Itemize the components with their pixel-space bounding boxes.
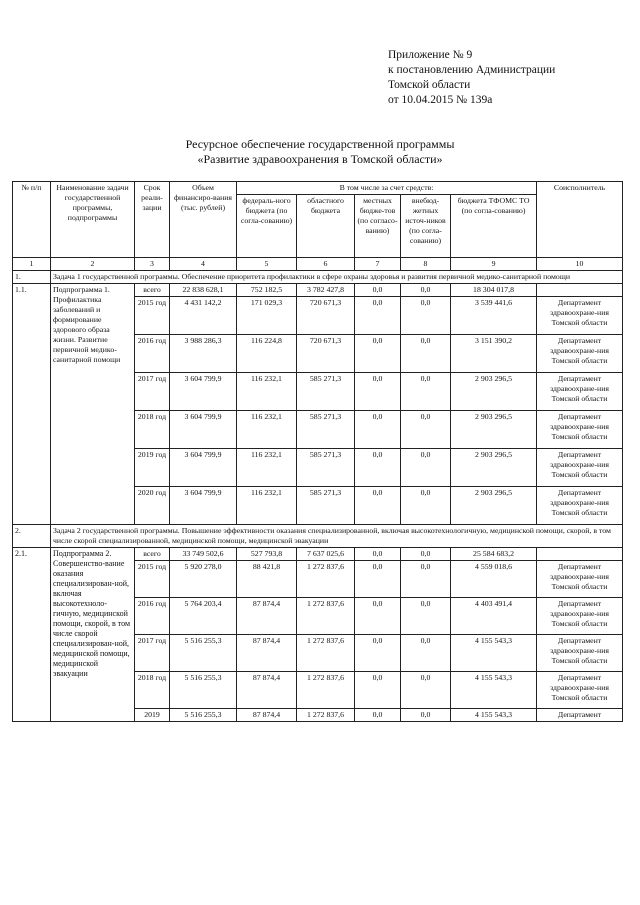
cell-term: всего <box>135 548 170 561</box>
cell-tfoms: 4 559 018,6 <box>451 561 537 598</box>
cell-local: 0,0 <box>355 672 401 709</box>
cell-federal: 87 874,4 <box>237 709 297 722</box>
cell-tfoms: 2 903 296,5 <box>451 449 537 487</box>
cell-local: 0,0 <box>355 709 401 722</box>
cell-tfoms: 4 155 543,3 <box>451 672 537 709</box>
cell-regional: 1 272 837,6 <box>297 709 355 722</box>
table-header-row <box>13 182 623 195</box>
cell-regional: 1 272 837,6 <box>297 672 355 709</box>
cell-volume: 5 516 255,3 <box>170 709 237 722</box>
cell-term: 2017 год <box>135 373 170 411</box>
cell-federal: 116 232,1 <box>237 487 297 525</box>
subprogram-num: 1.1. <box>13 284 51 525</box>
header-volume: Объем финансиро-вания (тыс. рублей) <box>170 182 237 258</box>
cell-local: 0,0 <box>355 373 401 411</box>
task-num: 2. <box>13 525 51 548</box>
cell-regional: 585 271,3 <box>297 449 355 487</box>
cell-volume: 3 604 799,9 <box>170 373 237 411</box>
cell-federal: 88 421,8 <box>237 561 297 598</box>
cell-volume: 3 988 286,3 <box>170 335 237 373</box>
cell-extra: 0,0 <box>401 335 451 373</box>
cell-term: 2015 год <box>135 297 170 335</box>
header-tfoms: бюджета ТФОМС ТО (по согла-сованию) <box>451 195 537 258</box>
cell-volume: 5 516 255,3 <box>170 635 237 672</box>
title-line: Ресурсное обеспечение государственной программы <box>185 137 455 151</box>
cell-regional: 720 671,3 <box>297 297 355 335</box>
cell-executor: Департамент здравоохране-ния Томской области <box>537 449 623 487</box>
header-executor: Соисполнитель <box>537 182 623 258</box>
task-row <box>13 525 623 548</box>
subprogram-num: 2.1. <box>13 548 51 722</box>
cell-term: 2018 год <box>135 411 170 449</box>
cell-executor: Департамент <box>537 709 623 722</box>
cell-federal: 752 182,5 <box>237 284 297 297</box>
cell-term: 2020 год <box>135 487 170 525</box>
cell-tfoms: 18 304 017,8 <box>451 284 537 297</box>
cell-regional: 7 637 025,6 <box>297 548 355 561</box>
cell-executor: Департамент здравоохране-ния Томской области <box>537 373 623 411</box>
cell-extra: 0,0 <box>401 709 451 722</box>
cell-volume: 5 920 278,0 <box>170 561 237 598</box>
cell-federal: 116 232,1 <box>237 373 297 411</box>
cell-tfoms: 2 903 296,5 <box>451 411 537 449</box>
task-num: 1. <box>13 271 51 284</box>
col-number: 7 <box>355 258 401 271</box>
header-name: Наименование задачи государственной программы, подпрограммы <box>51 182 135 258</box>
cell-volume: 5 516 255,3 <box>170 672 237 709</box>
cell-tfoms: 3 151 390,2 <box>451 335 537 373</box>
cell-local: 0,0 <box>355 297 401 335</box>
table-row <box>13 284 623 297</box>
cell-regional: 3 782 427,8 <box>297 284 355 297</box>
cell-local: 0,0 <box>355 487 401 525</box>
header-federal: федераль-ного бюджета (по согла-сованию) <box>237 195 297 258</box>
cell-term: всего <box>135 284 170 297</box>
cell-local: 0,0 <box>355 449 401 487</box>
cell-extra: 0,0 <box>401 548 451 561</box>
cell-federal: 116 232,1 <box>237 411 297 449</box>
cell-term: 2016 год <box>135 335 170 373</box>
cell-executor: Департамент здравоохране-ния Томской области <box>537 335 623 373</box>
cell-tfoms: 4 403 491,4 <box>451 598 537 635</box>
cell-executor: Департамент здравоохране-ния Томской области <box>537 487 623 525</box>
table-row <box>13 548 623 561</box>
cell-regional: 720 671,3 <box>297 335 355 373</box>
cell-regional: 1 272 837,6 <box>297 561 355 598</box>
header-extra: внебюд-жетных источ-ников (по согла-сованию) <box>401 195 451 258</box>
cell-executor: Департамент здравоохране-ния Томской области <box>537 635 623 672</box>
header-local: местных бюдже-тов (по согласо-ванию) <box>355 195 401 258</box>
cell-regional: 1 272 837,6 <box>297 598 355 635</box>
cell-extra: 0,0 <box>401 598 451 635</box>
col-number: 8 <box>401 258 451 271</box>
cell-executor: Департамент здравоохране-ния Томской области <box>537 672 623 709</box>
cell-volume: 22 838 628,1 <box>170 284 237 297</box>
cell-executor <box>537 548 623 561</box>
cell-extra: 0,0 <box>401 635 451 672</box>
cell-term: 2017 год <box>135 635 170 672</box>
column-number-row <box>13 258 623 271</box>
cell-volume: 33 749 502,6 <box>170 548 237 561</box>
cell-federal: 87 874,4 <box>237 598 297 635</box>
cell-extra: 0,0 <box>401 373 451 411</box>
cell-executor: Департамент здравоохране-ния Томской области <box>537 297 623 335</box>
col-number: 3 <box>135 258 170 271</box>
cell-federal: 116 224,8 <box>237 335 297 373</box>
cell-term: 2015 год <box>135 561 170 598</box>
col-number: 10 <box>537 258 623 271</box>
task-text: Задача 1 государственной программы. Обеспечение приоритета профилактики в сфере охраны здоровья и развития первичной медико-санитарной помощи <box>51 271 623 284</box>
cell-local: 0,0 <box>355 284 401 297</box>
cell-federal: 87 874,4 <box>237 672 297 709</box>
document-title <box>0 137 640 167</box>
cell-federal: 171 029,3 <box>237 297 297 335</box>
cell-local: 0,0 <box>355 335 401 373</box>
cell-tfoms: 4 155 543,3 <box>451 709 537 722</box>
col-number: 6 <box>297 258 355 271</box>
cell-extra: 0,0 <box>401 284 451 297</box>
header-incl: В том числе за счет средств: <box>237 182 537 195</box>
title-line: «Развитие здравоохранения в Томской области» <box>197 152 443 166</box>
funding-table <box>12 181 623 722</box>
cell-executor <box>537 284 623 297</box>
cell-term: 2019 <box>135 709 170 722</box>
cell-tfoms: 2 903 296,5 <box>451 487 537 525</box>
cell-extra: 0,0 <box>401 449 451 487</box>
cell-tfoms: 2 903 296,5 <box>451 373 537 411</box>
cell-regional: 585 271,3 <box>297 487 355 525</box>
cell-tfoms: 4 155 543,3 <box>451 635 537 672</box>
appendix-line: Приложение № 9 <box>388 49 473 61</box>
cell-federal: 116 232,1 <box>237 449 297 487</box>
appendix-line: к постановлению Администрации <box>388 64 556 76</box>
cell-federal: 87 874,4 <box>237 635 297 672</box>
cell-extra: 0,0 <box>401 672 451 709</box>
cell-local: 0,0 <box>355 635 401 672</box>
subprogram-name: Подпрограмма 1. Профилактика заболеваний и формирование здорового образа жизни. Развитие первичной медико-санитарной помощи <box>51 284 135 525</box>
cell-tfoms: 3 539 441,6 <box>451 297 537 335</box>
cell-executor: Департамент здравоохране-ния Томской области <box>537 598 623 635</box>
cell-tfoms: 25 584 683,2 <box>451 548 537 561</box>
cell-local: 0,0 <box>355 561 401 598</box>
cell-executor: Департамент здравоохране-ния Томской области <box>537 411 623 449</box>
cell-volume: 4 431 142,2 <box>170 297 237 335</box>
cell-volume: 3 604 799,9 <box>170 411 237 449</box>
appendix-block <box>388 48 555 108</box>
col-number: 1 <box>13 258 51 271</box>
appendix-line: Томской области <box>388 79 471 91</box>
cell-local: 0,0 <box>355 548 401 561</box>
header-term: Срок реали-зации <box>135 182 170 258</box>
task-text: Задача 2 государственной программы. Повышение эффективности оказания специализированной, включая высокотехнологичную, медицинской помощи, скорой, в том числе скорой специализированной, медицинской помощи, медицинской эвакуации <box>51 525 623 548</box>
cell-extra: 0,0 <box>401 411 451 449</box>
cell-extra: 0,0 <box>401 487 451 525</box>
cell-term: 2019 год <box>135 449 170 487</box>
cell-executor: Департамент здравоохране-ния Томской области <box>537 561 623 598</box>
col-number: 4 <box>170 258 237 271</box>
col-number: 5 <box>237 258 297 271</box>
appendix-line: от 10.04.2015 № 139а <box>388 94 493 106</box>
cell-volume: 5 764 203,4 <box>170 598 237 635</box>
cell-federal: 527 793,8 <box>237 548 297 561</box>
col-number: 2 <box>51 258 135 271</box>
cell-regional: 585 271,3 <box>297 411 355 449</box>
task-row <box>13 271 623 284</box>
cell-local: 0,0 <box>355 598 401 635</box>
cell-extra: 0,0 <box>401 297 451 335</box>
cell-local: 0,0 <box>355 411 401 449</box>
header-num: № п/п <box>13 182 51 258</box>
cell-regional: 585 271,3 <box>297 373 355 411</box>
header-regional: областного бюджета <box>297 195 355 258</box>
cell-regional: 1 272 837,6 <box>297 635 355 672</box>
cell-extra: 0,0 <box>401 561 451 598</box>
cell-term: 2018 год <box>135 672 170 709</box>
subprogram-name: Подпрограмма 2. Совершенство-вание оказания специализирован-ной, включая высокотехноло-гичную, медицинской помощи, скорой, в том числе скорой специализирован-ной, медицинской помощи, медицинской эвакуации <box>51 548 135 722</box>
col-number: 9 <box>451 258 537 271</box>
cell-term: 2016 год <box>135 598 170 635</box>
cell-volume: 3 604 799,9 <box>170 449 237 487</box>
cell-volume: 3 604 799,9 <box>170 487 237 525</box>
